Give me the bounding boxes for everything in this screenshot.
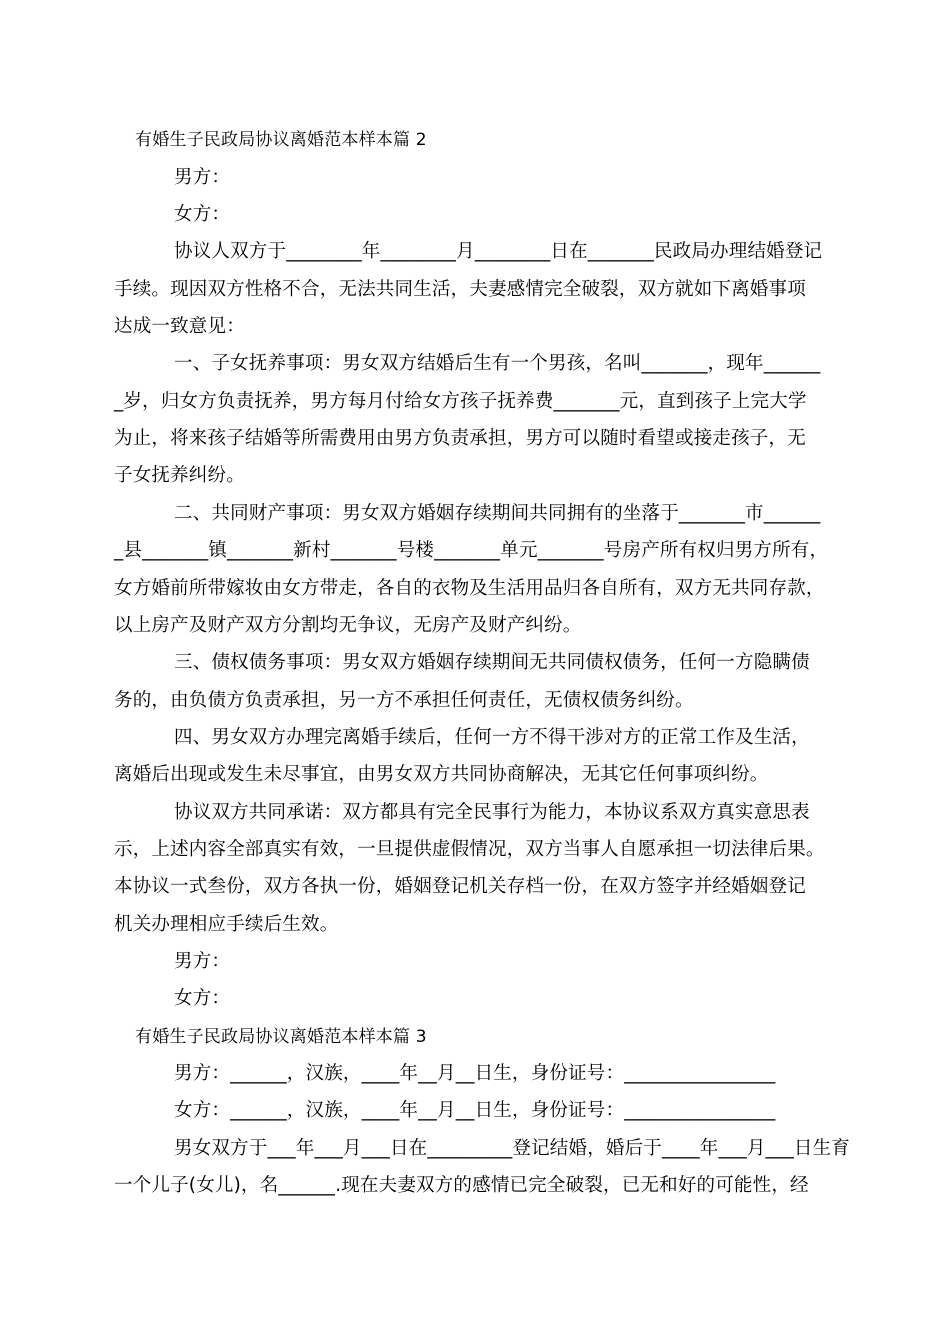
- paragraph-line: _县_______镇_______新村_______号楼_______单元_______号房产所有权归男方所有，: [114, 540, 829, 561]
- section-title-2: 有婚生子民政局协议离婚范本样本篇 2: [135, 130, 427, 150]
- male-signature-label: 男方：: [174, 951, 231, 972]
- paragraph-line: 机关办理相应手续后生效。: [114, 914, 339, 935]
- paragraph-line: 以上房产及财产双方分割均无争议，无房产及财产纠纷。: [114, 615, 582, 636]
- paragraph-line: 四、男女双方办理完离婚手续后，任何一方不得干涉对方的正常工作及生活，: [174, 727, 810, 748]
- paragraph-line: 手续。现因双方性格不合，无法共同生活，夫妻感情完全破裂，双方就如下离婚事项: [114, 279, 806, 300]
- female-signature-label: 女方：: [174, 988, 231, 1009]
- paragraph-line: 务的，由负债方负责承担，另一方不承担任何责任，无债权债务纠纷。: [114, 690, 694, 711]
- paragraph-line: 二、共同财产事项：男女双方婚姻存续期间共同拥有的坐落于_______市______: [174, 503, 821, 524]
- paragraph-line: 示，上述内容全部真实有效，一旦提供虚假情况，双方当事人自愿承担一切法律后果。: [114, 839, 825, 860]
- paragraph-line: 协议人双方于________年________月________日在_______民政局办理结婚登记: [174, 241, 823, 262]
- paragraph-line: 协议双方共同承诺：双方都具有完全民事行为能力，本协议系双方真实意思表: [174, 802, 810, 823]
- paragraph-line: 三、债权债务事项：男女双方婚姻存续期间无共同债权债务，任何一方隐瞒债: [174, 652, 810, 673]
- paragraph-line: 达成一致意见：: [114, 316, 245, 337]
- male-info-line: 男方：______，汉族，____年__月__日生，身份证号：________________: [174, 1063, 776, 1084]
- paragraph-line: 为止，将来孩子结婚等所需费用由男方负责承担，男方可以随时看望或接走孩子，无: [114, 428, 806, 449]
- female-party-label: 女方：: [174, 204, 231, 225]
- female-info-line: 女方：______，汉族，____年__月__日生，身份证号：________________: [174, 1100, 776, 1121]
- paragraph-line: 本协议一式叁份，双方各执一份，婚姻登记机关存档一份，在双方签字并经婚姻登记: [114, 876, 806, 897]
- paragraph-line: 一、子女抚养事项：男女双方结婚后生有一个男孩，名叫_______，现年______: [174, 353, 821, 374]
- paragraph-line: 子女抚养纠纷。: [114, 465, 245, 486]
- paragraph-line: 离婚后出现或发生未尽事宜，由男女双方共同协商解决，无其它任何事项纠纷。: [114, 764, 769, 785]
- male-party-label: 男方：: [174, 167, 231, 188]
- paragraph-line: 女方婚前所带嫁妆由女方带走，各自的衣物及生活用品归各自所有，双方无共同存款，: [114, 578, 825, 599]
- paragraph-line: 一个儿子(女儿)，名______.现在夫妻双方的感情已完全破裂，已无和好的可能性，经: [114, 1175, 809, 1196]
- paragraph-line: 男女双方于___年___月___日在_________登记结婚，婚后于____年___月___日生育: [174, 1138, 851, 1159]
- section-title-3: 有婚生子民政局协议离婚范本样本篇 3: [135, 1027, 427, 1047]
- paragraph-line: _岁，归女方负责抚养，男方每月付给女方孩子抚养费_______元，直到孩子上完大学: [114, 391, 807, 412]
